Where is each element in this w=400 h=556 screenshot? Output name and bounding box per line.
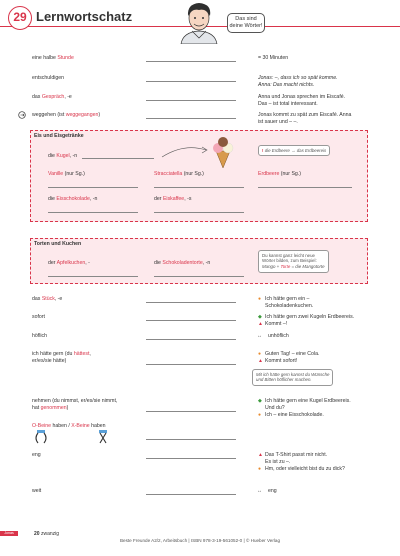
term-entschuldigen: entschuldigen (32, 75, 65, 81)
answer-line[interactable] (146, 458, 236, 459)
opposite-arrow-icon: ↔ (257, 333, 262, 339)
answer-line[interactable] (258, 187, 352, 188)
tip-erdbeereis: ! die Erdbeere → das Erdbeereis (258, 145, 330, 156)
o-legs-icon (34, 430, 48, 444)
example-eng-1: Das T-Shirt passt mir nicht. (265, 452, 328, 458)
term-eiskaffee: der Eiskaffee, -s (154, 196, 192, 202)
example-sofort-1: Ich hätte gern zwei Kugeln Erdbeereis. (265, 314, 355, 320)
speaker-dot-icon: ● (258, 466, 262, 472)
term-eng: eng (32, 452, 41, 458)
answer-line[interactable] (146, 302, 236, 303)
speaker-diamond-icon: ◆ (258, 398, 262, 404)
term-weggehen: weggehen (ist weggegangen) (32, 112, 101, 118)
term-haette-2: er/es/sie hätte) (32, 358, 67, 364)
ice-cream-cone-icon (206, 137, 242, 169)
page-number: 20 zwanzig (34, 531, 60, 537)
tip-haette-gern: Mit ich hätte gern kannst du Wünsche und Bitten höflicher machen. (252, 369, 333, 386)
speaker-diamond-icon: ◆ (258, 314, 262, 320)
term-nehmen-2: hat genommen) (32, 405, 69, 411)
answer-line[interactable] (146, 100, 236, 101)
example-stunde: = 30 Minuten (258, 55, 289, 61)
example-weggehen-2: ist sauer und – –. (258, 119, 298, 125)
answer-line[interactable] (154, 276, 244, 277)
speaker-triangle-icon: ▲ (258, 358, 263, 364)
opposite-arrow-icon: ↔ (257, 488, 262, 494)
answer-line[interactable] (82, 158, 154, 159)
example-nehmen-3: Ich – eine Eisschokolade. (265, 412, 324, 418)
tip-word-building: Du kannst ganz leicht neue Wörter bilden, zum Beispiel: Mango + Torte = die Mangotorte (258, 250, 329, 273)
page-title: Lernwortschatz (36, 9, 133, 24)
answer-line[interactable] (48, 187, 138, 188)
cake-box-title: Torten und Kuchen (34, 241, 82, 247)
term-haette-1: ich hätte gern (du hättest, (32, 351, 91, 357)
answer-line[interactable] (154, 212, 244, 213)
answer-line[interactable] (146, 494, 236, 495)
term-sofort: sofort (32, 314, 45, 320)
example-haette-2: Kommt sofort! (265, 358, 298, 364)
example-haette-1: Guten Tag! – eine Cola. (265, 351, 320, 357)
term-erdbeere: Erdbeere (nur Sg.) (258, 171, 301, 177)
term-apfelkuchen: der Apfelkuchen, - (48, 260, 90, 266)
example-nehmen-1: Ich hätte gern eine Kugel Erdbeereis. (265, 398, 351, 404)
speaker-dot-icon: ● (258, 296, 262, 302)
answer-line[interactable] (146, 364, 236, 365)
footer-credit: Beste Freunde A2/2, Arbeitsbuch | ISBN 978-3-19-561052-0 | © Hueber Verlag (119, 538, 280, 543)
example-entschuldigen-1: Jonas: –, dass ich so spät komme. (258, 75, 338, 81)
answer-line[interactable] (146, 81, 236, 82)
term-hoeflich: höflich (32, 333, 47, 339)
example-weggehen-1: Jonas kommt zu spät zum Eiscafé. Anna (258, 112, 352, 118)
term-weit: weit (32, 488, 42, 494)
example-eng-2: Es ist zu –. (265, 459, 291, 465)
term-stueck: das Stück, -e (32, 296, 63, 302)
answer-line[interactable] (146, 118, 236, 119)
example-stueck-2: Schokoladenkuchen. (265, 303, 314, 309)
term-beine: O-Beine haben / X-Beine haben (32, 423, 106, 429)
answer-line[interactable] (48, 276, 138, 277)
irregular-verb-icon (18, 111, 28, 119)
term-stunde: eine halbe Stunde (32, 55, 74, 61)
term-vanille: Vanille (nur Sg.) (48, 171, 85, 177)
answer-line[interactable] (146, 320, 236, 321)
example-nehmen-2: Und du? (265, 405, 285, 411)
lesson-number-badge: 29 (8, 6, 32, 30)
speaker-triangle-icon: ▲ (258, 321, 263, 327)
example-gespraech-1: Anna und Jonas sprechen im Eiscafé. (258, 94, 346, 100)
x-legs-icon (96, 430, 110, 444)
ice-cream-box-title: Eis und Eisgetränke (34, 133, 84, 139)
term-schokoladentorte: die Schokoladentorte, -n (154, 260, 211, 266)
speaker-triangle-icon: ▲ (258, 452, 263, 458)
term-nehmen-1: nehmen (du nimmst, er/es/sie nimmt, (32, 398, 118, 404)
example-unhoeflich: unhöflich (268, 333, 289, 339)
speech-bubble (227, 13, 265, 33)
character-illustration (175, 0, 223, 44)
term-stracciatella: Stracciatella (nur Sg.) (154, 171, 204, 177)
answer-line[interactable] (48, 212, 138, 213)
speaker-dot-icon: ● (258, 351, 262, 357)
term-gespraech: das Gespräch, -e (32, 94, 72, 100)
example-eng-opposite: eng (268, 488, 277, 494)
answer-line[interactable] (154, 187, 244, 188)
speaker-dot-icon: ● (258, 412, 262, 418)
example-sofort-2: Kommt –! (265, 321, 288, 327)
answer-line[interactable] (146, 339, 236, 340)
answer-line[interactable] (146, 411, 236, 412)
answer-line[interactable] (146, 61, 236, 62)
example-entschuldigen-2: Anna: Das macht nichts. (258, 82, 315, 88)
answer-line[interactable] (146, 439, 236, 440)
term-kugel: die Kugel, -n (48, 153, 78, 159)
example-eng-3: Hm, oder vielleicht bist du zu dick? (265, 466, 345, 472)
speech-bubble-text: Das sind deine Wörter! (229, 16, 263, 30)
arrow-to-cone (160, 141, 210, 161)
term-eisschokolade: die Eisschokolade, -n (48, 196, 98, 202)
footer-tab: Jonas (0, 531, 18, 536)
example-stueck-1: Ich hätte gern ein – (265, 296, 310, 302)
example-gespraech-2: Das – ist total interessant. (258, 101, 318, 107)
